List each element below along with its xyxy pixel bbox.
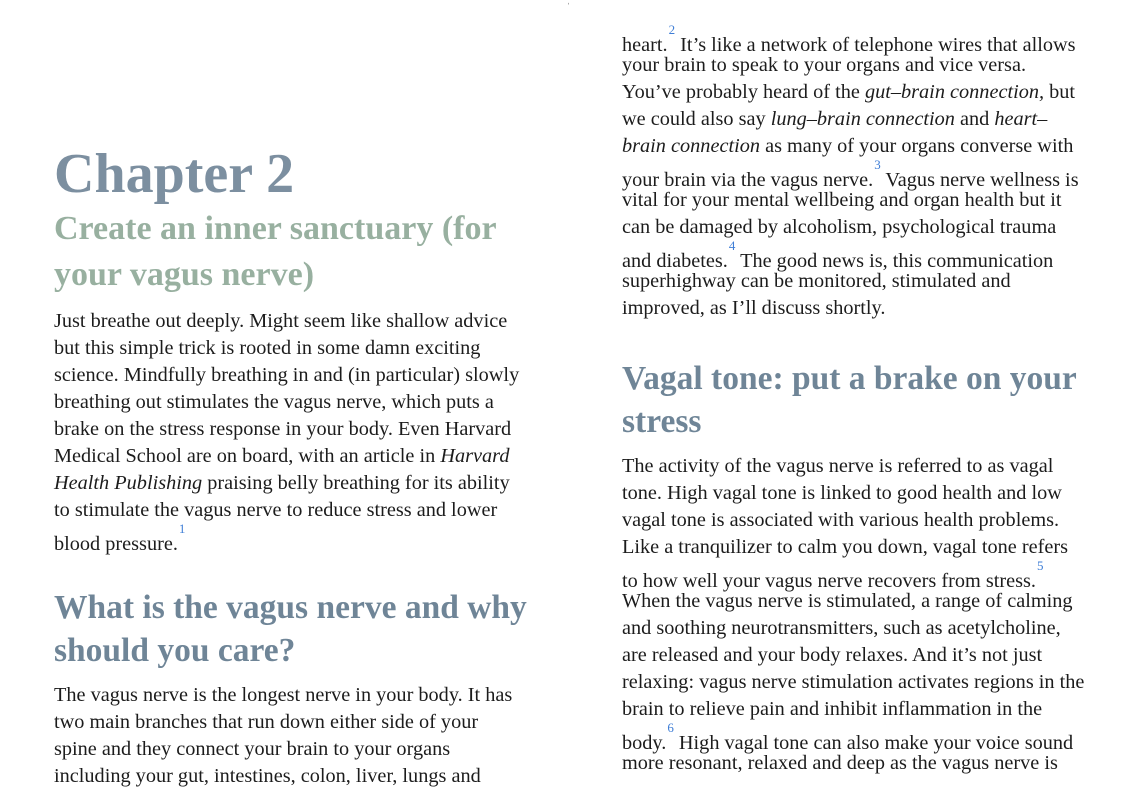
section-heading-line: What is the vagus nerve and why — [54, 589, 527, 626]
section-heading-line: stress — [622, 403, 702, 440]
text-line — [54, 736, 450, 763]
text-line — [622, 214, 1056, 241]
text-line — [54, 470, 510, 497]
text-run: more resonant, relaxed and deep as the vagus nerve is — [622, 752, 1058, 774]
footnote-ref[interactable]: 1 — [178, 521, 186, 536]
text-run: are released and your body relaxes. And it’s not just — [622, 644, 1043, 666]
text-run: and — [954, 108, 995, 130]
text-run: High vagal tone can also make your voice sound — [673, 731, 1074, 754]
italic-run: heart– — [994, 108, 1048, 130]
text-run: body. — [622, 731, 667, 754]
section-heading-line: Vagal tone: put a brake on your — [622, 360, 1077, 397]
text-run: to how well your vagus nerve recovers from stress. — [622, 569, 1036, 592]
text-run: blood pressure. — [54, 532, 178, 555]
section-heading-line: should you care? — [54, 632, 296, 669]
text-line — [54, 308, 507, 335]
text-line — [54, 709, 478, 736]
text-line — [54, 362, 519, 389]
text-run: The vagus nerve is the longest nerve in your body. It has — [54, 684, 513, 706]
text-line — [622, 133, 1073, 160]
text-line — [622, 696, 1042, 723]
chapter-number: Chapter 2 — [54, 143, 295, 205]
text-line — [622, 720, 1074, 754]
text-run: two main branches that run down either side of your — [54, 711, 479, 733]
text-line — [54, 389, 494, 416]
text-run: science. Mindfully breathing in and (in particular) slowly — [54, 364, 520, 386]
text-line — [54, 416, 511, 443]
footnote-ref[interactable]: 4 — [728, 238, 736, 253]
text-line — [622, 588, 1073, 615]
text-run: It’s like a network of telephone wires that allows — [675, 33, 1076, 56]
text-run: we could also say — [622, 108, 771, 130]
text-line — [622, 79, 1075, 106]
italic-run: lung–brain connection — [770, 108, 955, 130]
text-run: your brain via the vagus nerve. — [622, 168, 874, 191]
text-line — [622, 106, 1047, 133]
text-run: to stimulate the vagus nerve to reduce stress and lower — [54, 499, 498, 521]
text-run: but this simple trick is rooted in some damn exciting — [54, 337, 481, 359]
footnote-ref[interactable]: 6 — [667, 720, 674, 735]
text-run: brake on the stress response in your body. Even Harvard — [54, 418, 512, 440]
text-run: The activity of the vagus nerve is referred to as vagal — [622, 455, 1054, 477]
text-line — [54, 763, 481, 790]
text-run: and soothing neurotransmitters, such as acetylcholine, — [622, 617, 1061, 639]
footnote-ref[interactable]: 5 — [1036, 558, 1044, 573]
chapter-title-line: Create an inner sanctuary (for — [54, 210, 497, 247]
text-line — [54, 443, 509, 470]
text-line — [622, 187, 1062, 214]
text-line — [622, 669, 1084, 696]
chapter-title-line: your vagus nerve) — [54, 256, 315, 293]
text-run: relaxing: vagus nerve stimulation activates regions in the — [622, 671, 1085, 693]
text-run: vital for your mental wellbeing and organ health but it — [622, 189, 1062, 211]
text-line — [622, 558, 1044, 592]
text-run: improved, as I’ll discuss shortly. — [622, 297, 886, 319]
text-line — [622, 453, 1053, 480]
text-run: vagal tone is associated with various health problems. — [622, 509, 1060, 531]
text-line — [622, 238, 1054, 272]
text-line — [54, 497, 497, 524]
italic-run: Health Publishing — [54, 472, 203, 494]
text-run: praising belly breathing for its ability — [202, 472, 510, 494]
text-run: brain to relieve pain and inhibit inflammation in the — [622, 698, 1043, 720]
text-run: including your gut, intestines, colon, liver, lungs and — [54, 765, 481, 787]
text-line — [622, 157, 1079, 191]
text-line — [622, 615, 1061, 642]
text-run: spine and they connect your brain to your organs — [54, 738, 451, 760]
text-run: Just breathe out deeply. Might seem like shallow advice — [54, 310, 508, 332]
text-run: The good news is, this communication — [735, 249, 1054, 272]
text-run: your brain to speak to your organs and vice versa. — [622, 54, 1027, 76]
italic-run: Harvard — [440, 445, 510, 467]
footnote-ref[interactable]: 2 — [668, 22, 676, 37]
text-run: Medical School are on board, with an article in — [54, 445, 441, 467]
text-run: You’ve probably heard of the — [622, 81, 865, 103]
text-run: Vagus nerve wellness is — [880, 168, 1079, 191]
text-run: When the vagus nerve is stimulated, a range of calming — [622, 590, 1073, 612]
italic-run: gut–brain connection, — [864, 81, 1045, 103]
text-line — [622, 22, 1076, 56]
text-line — [622, 534, 1068, 561]
text-run: but — [1044, 81, 1076, 103]
text-line — [622, 52, 1026, 79]
page-top-mark — [567, 0, 573, 2]
text-run: as many of your organs converse with — [760, 135, 1074, 157]
text-run: and diabetes. — [622, 249, 728, 272]
text-run: can be damaged by alcoholism, psychological trauma — [622, 216, 1057, 238]
text-line — [622, 750, 1058, 777]
text-line — [54, 335, 480, 362]
text-line — [622, 295, 885, 322]
text-run: heart. — [622, 33, 668, 56]
text-run: breathing out stimulates the vagus nerve, which puts a — [54, 391, 494, 413]
italic-run: brain connection — [622, 135, 760, 157]
text-line — [622, 507, 1059, 534]
text-line — [622, 480, 1062, 507]
text-run: Like a tranquilizer to calm you down, vagal tone refers — [622, 536, 1069, 558]
text-line — [54, 521, 186, 555]
text-run: tone. High vagal tone is linked to good health and low — [622, 482, 1062, 504]
text-line — [622, 642, 1042, 669]
text-run: superhighway can be monitored, stimulated and — [622, 270, 1011, 292]
footnote-ref[interactable]: 3 — [874, 157, 881, 172]
text-line — [622, 268, 1011, 295]
text-line — [54, 682, 512, 709]
